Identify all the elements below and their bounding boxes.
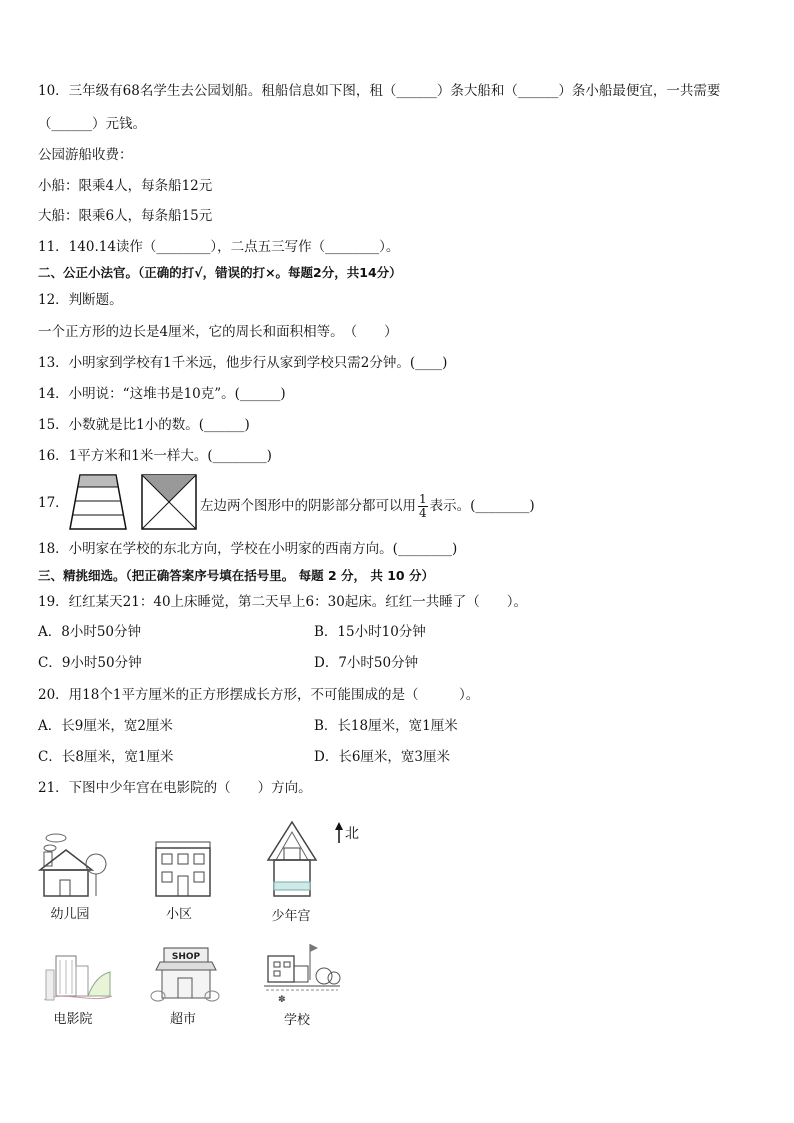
q19-option-d[interactable]: D．7小时50分钟 (314, 655, 419, 671)
youth-palace-icon (266, 820, 318, 900)
cinema-icon (42, 950, 114, 1006)
label-school: 学校 (283, 1013, 310, 1028)
q20-option-d[interactable]: D．长6厘米，宽3厘米 (314, 749, 451, 765)
label-youth-palace: 少年宫 (271, 909, 311, 924)
q15: 15．小数就是比1小的数。(______) (38, 417, 250, 433)
q19-option-c[interactable]: C．9小时50分钟 (38, 655, 142, 671)
q10-big-boat: 大船：限乘6人，每条船15元 (38, 208, 213, 224)
q20-stem: 20．用18个1平方厘米的正方形摆成长方形，不可能围成的是（ ）。 (38, 687, 480, 703)
school-icon (262, 940, 342, 1006)
q19-option-b[interactable]: B．15小时10分钟 (314, 624, 426, 640)
q10-small-boat: 小船：限乘4人，每条船12元 (38, 178, 213, 194)
section3-heading: 三、精挑细选。（把正确答案序号填在括号里。 每题 2 分， 共 10 分） (38, 568, 434, 583)
q10-fee-title: 公园游船收费： (38, 147, 133, 163)
q18: 18．小明家在学校的东北方向，学校在小明家的西南方向。(________) (38, 541, 458, 557)
q13: 13．小明家到学校有1千米远，他步行从家到学校只需2分钟。(____) (38, 355, 448, 371)
q12-statement: 一个正方形的边长是4厘米，它的周长和面积相等。 （ ） (38, 324, 398, 340)
north-label: 北 (345, 826, 359, 842)
supermarket-icon (150, 944, 220, 1004)
shop-sign-text: SHOP (171, 952, 201, 962)
label-residential: 小区 (165, 907, 192, 922)
label-kindergarten: 幼儿园 (50, 907, 90, 922)
q21-stem: 21．下图中少年宫在电影院的（ ）方向。 (38, 780, 312, 796)
square-figure (141, 474, 197, 530)
q20-option-c[interactable]: C．长8厘米，宽1厘米 (38, 749, 174, 765)
q20-option-a[interactable]: A．长9厘米，宽2厘米 (38, 718, 173, 734)
label-supermarket: 超市 (169, 1012, 196, 1027)
q14: 14．小明说：“这堆书是10克”。(______) (38, 386, 286, 402)
q11: 11．140.14读作（________），二点五三写作（________）。 (38, 239, 400, 255)
one-quarter-fraction: $\frac{1}{4}$ (419, 492, 427, 520)
q19-option-a[interactable]: A．8小时50分钟 (38, 624, 142, 640)
trapezoid-figure (68, 473, 128, 531)
q10-line2: （______）元钱。 (38, 116, 146, 132)
residential-building-icon (154, 840, 212, 898)
kindergarten-icon (36, 830, 108, 898)
q17-text: 左边两个图形中的阴影部分都可以用 $\frac{1}{4}$ 表示。(________) (200, 492, 535, 520)
q12-title: 12．判断题。 (38, 292, 123, 308)
label-cinema: 电影院 (53, 1012, 93, 1027)
section2-heading: 二、公正小法官。（正确的打√，错误的打×。每题2分，共14分） (38, 265, 402, 280)
q16: 16．1平方米和1米一样大。(________) (38, 448, 272, 464)
q19-stem: 19．红红某天21：40上床睡觉，第二天早上6：30起床。红红一共睡了（ ）。 (38, 594, 528, 610)
q10-line1: 10．三年级有68名学生去公园划船。租船信息如下图，租（______）条大船和（______）条小船最便宜，一共需要 (38, 83, 721, 99)
north-arrow-icon (334, 822, 344, 844)
svg-text:✽: ✽ (278, 995, 286, 1005)
q17-number: 17． (38, 495, 69, 511)
q20-option-b[interactable]: B．长18厘米，宽1厘米 (314, 718, 458, 734)
